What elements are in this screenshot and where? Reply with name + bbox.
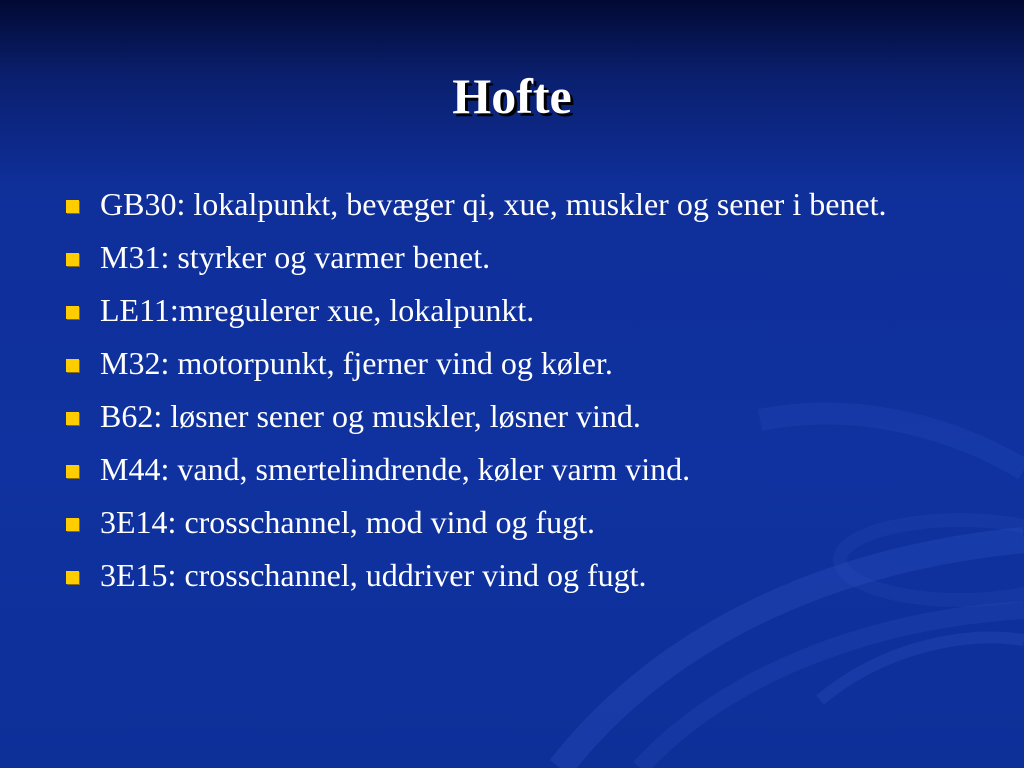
square-bullet-icon	[66, 518, 79, 531]
bullet-item	[64, 398, 964, 435]
bullet-text: M32: motorpunkt, fjerner vind og køler.	[100, 345, 613, 381]
bullet-text: LE11:mregulerer xue, lokalpunkt.	[100, 292, 535, 328]
bullet-text: 3E14: crosschannel, mod vind og fugt.	[100, 504, 596, 540]
square-bullet-icon	[66, 200, 79, 213]
square-bullet-icon	[66, 571, 79, 584]
bullet-item	[64, 186, 964, 223]
bullet-text: 3E15: crosschannel, uddriver vind og fugt.	[100, 557, 647, 593]
bullet-item	[64, 239, 964, 276]
square-bullet-icon	[66, 306, 79, 319]
bullet-item	[64, 557, 964, 594]
bullet-item	[64, 292, 964, 329]
square-bullet-icon	[66, 253, 79, 266]
square-bullet-icon	[66, 359, 79, 372]
bullet-item	[64, 504, 964, 541]
slide-title: Hofte	[452, 68, 572, 124]
bullet-list	[64, 186, 964, 610]
bullet-item	[64, 451, 964, 488]
bullet-text: GB30: lokalpunkt, bevæger qi, xue, muskler og sener i benet.	[100, 186, 887, 222]
square-bullet-icon	[66, 465, 79, 478]
bullet-text: M31: styrker og varmer benet.	[100, 239, 491, 275]
bullet-text: B62: løsner sener og muskler, løsner vind.	[100, 398, 641, 434]
bullet-text: M44: vand, smertelindrende, køler varm vind.	[100, 451, 691, 487]
square-bullet-icon	[66, 412, 79, 425]
bullet-item	[64, 345, 964, 382]
